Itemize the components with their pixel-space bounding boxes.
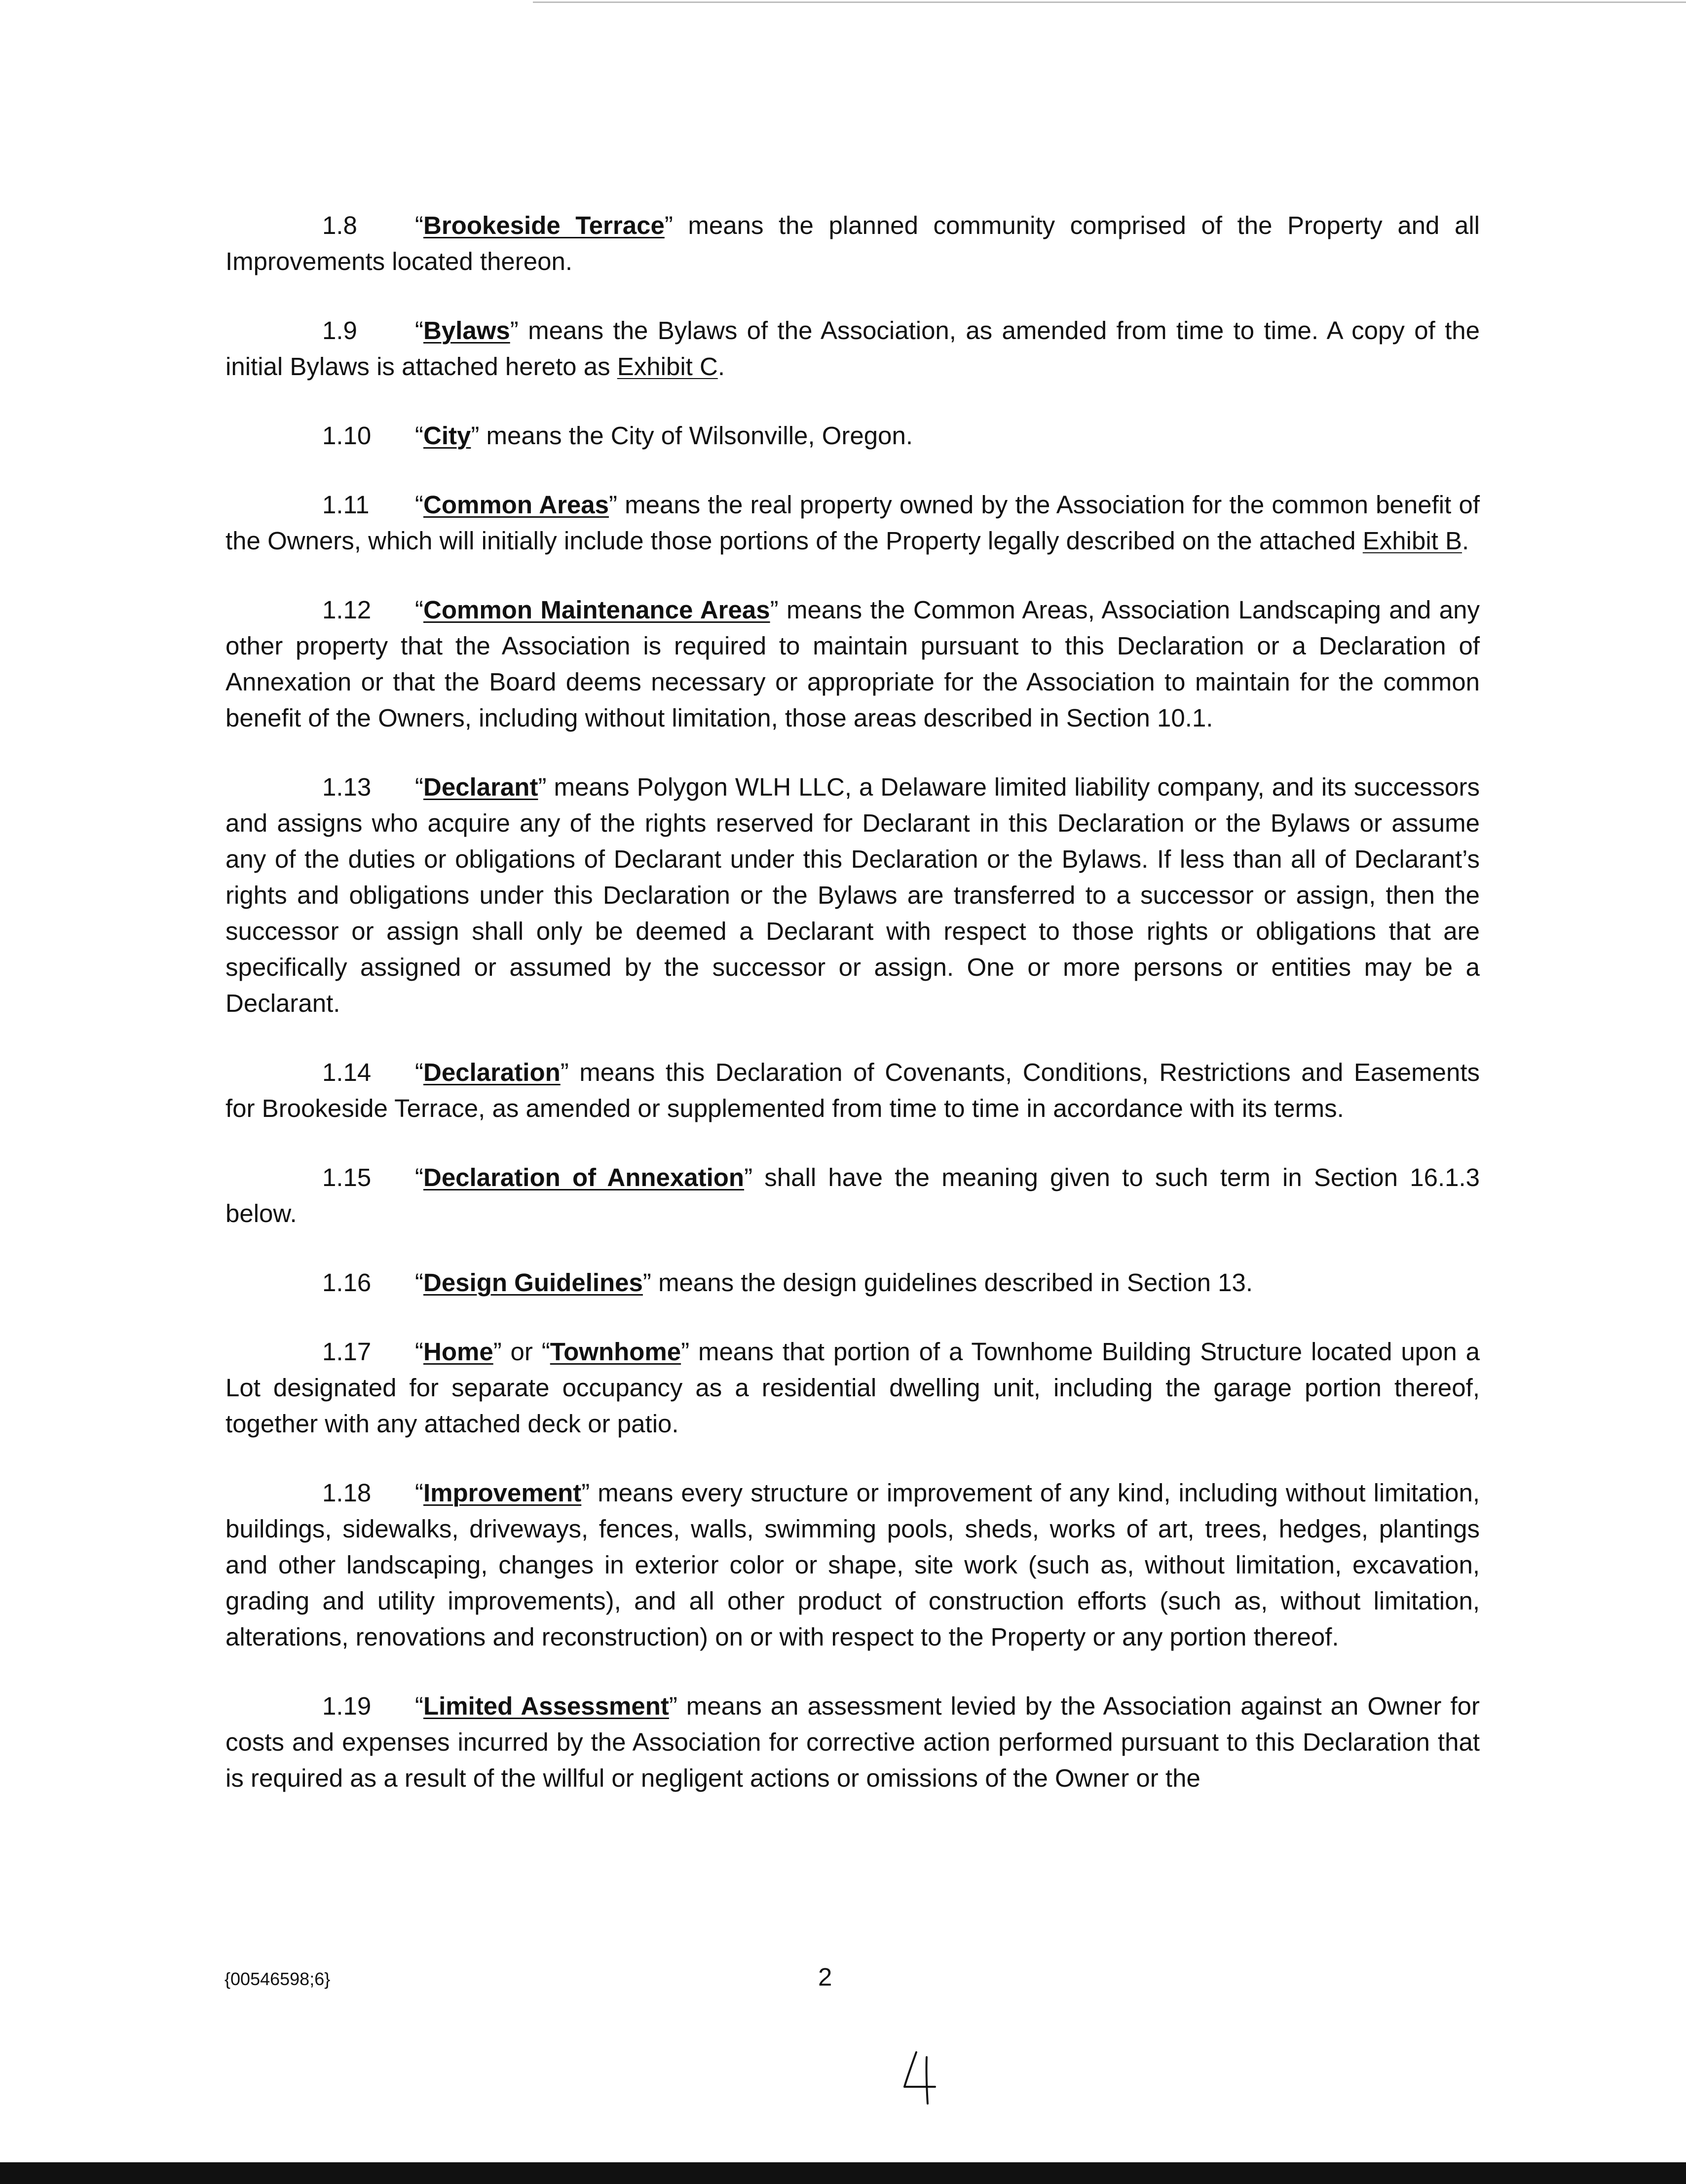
definition-text: means the planned community comprised of the Property and all Improvements located thereon. [225,211,1480,275]
definition-1-14 [225,1054,1480,1126]
closing-quote: ” [669,1692,677,1720]
definition-1-11 [225,487,1480,559]
definition-1-9 [225,312,1480,384]
defined-term: Improvement [423,1479,582,1507]
section-number: 1.10 [322,421,372,450]
defined-term: Common Maintenance Areas [423,596,770,624]
defined-term: Limited Assessment [423,1692,669,1720]
opening-quote: “ [415,421,423,450]
closing-quote: ” [681,1338,690,1366]
opening-quote: “ [415,1268,423,1297]
definition-text: means the Common Areas, Association Landscaping and any other property that the Association is required to maintain pursuant to this Declaration or a Declaration of Annexation or that the Board deems necessary or appropriate for the Association to maintain for the common benefit of the Owners, including without limitation, those areas described in Section 10.1. [225,596,1480,732]
exhibit-c-reference: Exhibit C [617,352,718,381]
definition-1-17 [225,1334,1480,1442]
definition-text: shall have the meaning given to such term in Section 16.1.3 below. [225,1163,1480,1227]
opening-quote: “ [415,491,423,519]
section-number: 1.8 [322,211,357,239]
exhibit-b-reference: Exhibit B [1362,527,1462,555]
section-number: 1.12 [322,596,372,624]
closing-quote: ” [538,773,547,801]
definition-1-13 [225,769,1480,1021]
section-number: 1.15 [322,1163,372,1191]
closing-quote: ” [560,1058,569,1086]
scan-top-edge-line [533,1,1686,3]
definition-tail: . [717,352,725,381]
section-number: 1.14 [322,1058,372,1086]
defined-term: Brookeside Terrace [423,211,665,239]
defined-term: Declaration of Annexation [423,1163,745,1191]
defined-term: Design Guidelines [423,1268,643,1297]
definition-text: means the City of Wilsonville, Oregon. [479,421,913,450]
definition-1-19 [225,1688,1480,1796]
page-number: 2 [818,1963,832,1991]
section-number: 1.19 [322,1692,372,1720]
definition-text: means that portion of a Townhome Building Structure located upon a Lot designated for separate occupancy as a residential dwelling unit, including the garage portion thereof, together with any attached deck or patio. [225,1338,1480,1438]
opening-quote: “ [415,1338,423,1366]
definition-text: means every structure or improvement of any kind, including without limitation, buildings, sidewalks, driveways, fences, walls, swimming pools, sheds, works of art, trees, hedges, plantings and other landscaping, changes in exterior color or shape, site work (such as, without limitation, excavation, grading and utility improvements), and all other product of construction efforts (such as, without limitation, alterations, renovations and reconstruction) on or with respect to the Property or any portion thereof. [225,1479,1480,1651]
defined-term: Declarant [423,773,538,801]
handwritten-page-mark-4 [900,2048,940,2107]
defined-term: City [423,421,471,450]
closing-quote: ” [493,1338,502,1366]
section-number: 1.18 [322,1479,372,1507]
opening-quote: “ [415,316,423,345]
closing-quote: ” [664,211,673,239]
closing-quote: ” [770,596,779,624]
defined-term: Declaration [423,1058,561,1086]
opening-quote: “ [415,773,423,801]
definition-text: means an assessment levied by the Association against an Owner for costs and expenses incurred by the Association for corrective action performed pursuant to this Declaration that is required as a result of the willful or negligent actions or omissions of the Owner or the [225,1692,1480,1792]
definition-tail: . [1462,527,1469,555]
scan-bottom-border [0,2162,1686,2184]
defined-term-townhome: Townhome [550,1338,681,1366]
closing-quote: ” [471,421,480,450]
definition-1-15 [225,1159,1480,1231]
closing-quote: ” [609,491,617,519]
section-number: 1.13 [322,773,372,801]
definition-text: means the real property owned by the Association for the common benefit of the Owners, which will initially include those portions of the Property legally described on the attached [225,491,1480,555]
document-id-footer: {00546598;6} [225,1969,331,1989]
section-number: 1.9 [322,316,357,345]
defined-term: Bylaws [423,316,510,345]
opening-quote: “ [415,596,423,624]
definition-text: means Polygon WLH LLC, a Delaware limited liability company, and its successors and assigns who acquire any of the rights reserved for Declarant in this Declaration or the Bylaws or assume any of the duties or obligations of Declarant under this Declaration or the Bylaws. If less than all of Declarant’s rights and obligations under this Declaration or the Bylaws are transferred to a successor or assign, then the successor or assign shall only be deemed a Declarant with respect to those rights or obligations that are specifically assigned or assumed by the successor or assign. One or more persons or entities may be a Declarant. [225,773,1480,1017]
defined-term: Common Areas [423,491,609,519]
definition-1-16 [225,1264,1480,1301]
closing-quote: ” [510,316,519,345]
definition-1-10 [225,418,1480,454]
section-number: 1.16 [322,1268,372,1297]
opening-quote: “ [415,1692,423,1720]
closing-quote: ” [744,1163,753,1191]
section-number: 1.17 [322,1338,372,1366]
closing-quote: ” [642,1268,651,1297]
opening-quote: “ [415,1163,423,1191]
definition-text: means this Declaration of Covenants, Conditions, Restrictions and Easements for Brookeside Terrace, as amended or supplemented from time to time in accordance with its terms. [225,1058,1480,1122]
section-number: 1.11 [322,491,370,519]
definitions-content [225,207,1480,1829]
definition-text: means the Bylaws of the Association, as amended from time to time. A copy of the initial Bylaws is attached hereto as [225,316,1480,381]
defined-term-home: Home [423,1338,493,1366]
closing-quote: ” [581,1479,590,1507]
opening-quote: “ [415,211,423,239]
definition-1-8 [225,207,1480,279]
opening-quote: “ [415,1058,423,1086]
definition-1-18 [225,1475,1480,1655]
term-connector: or “ [501,1338,550,1366]
definition-text: means the design guidelines described in Section 13. [651,1268,1253,1297]
definition-1-12 [225,592,1480,736]
opening-quote: “ [415,1479,423,1507]
